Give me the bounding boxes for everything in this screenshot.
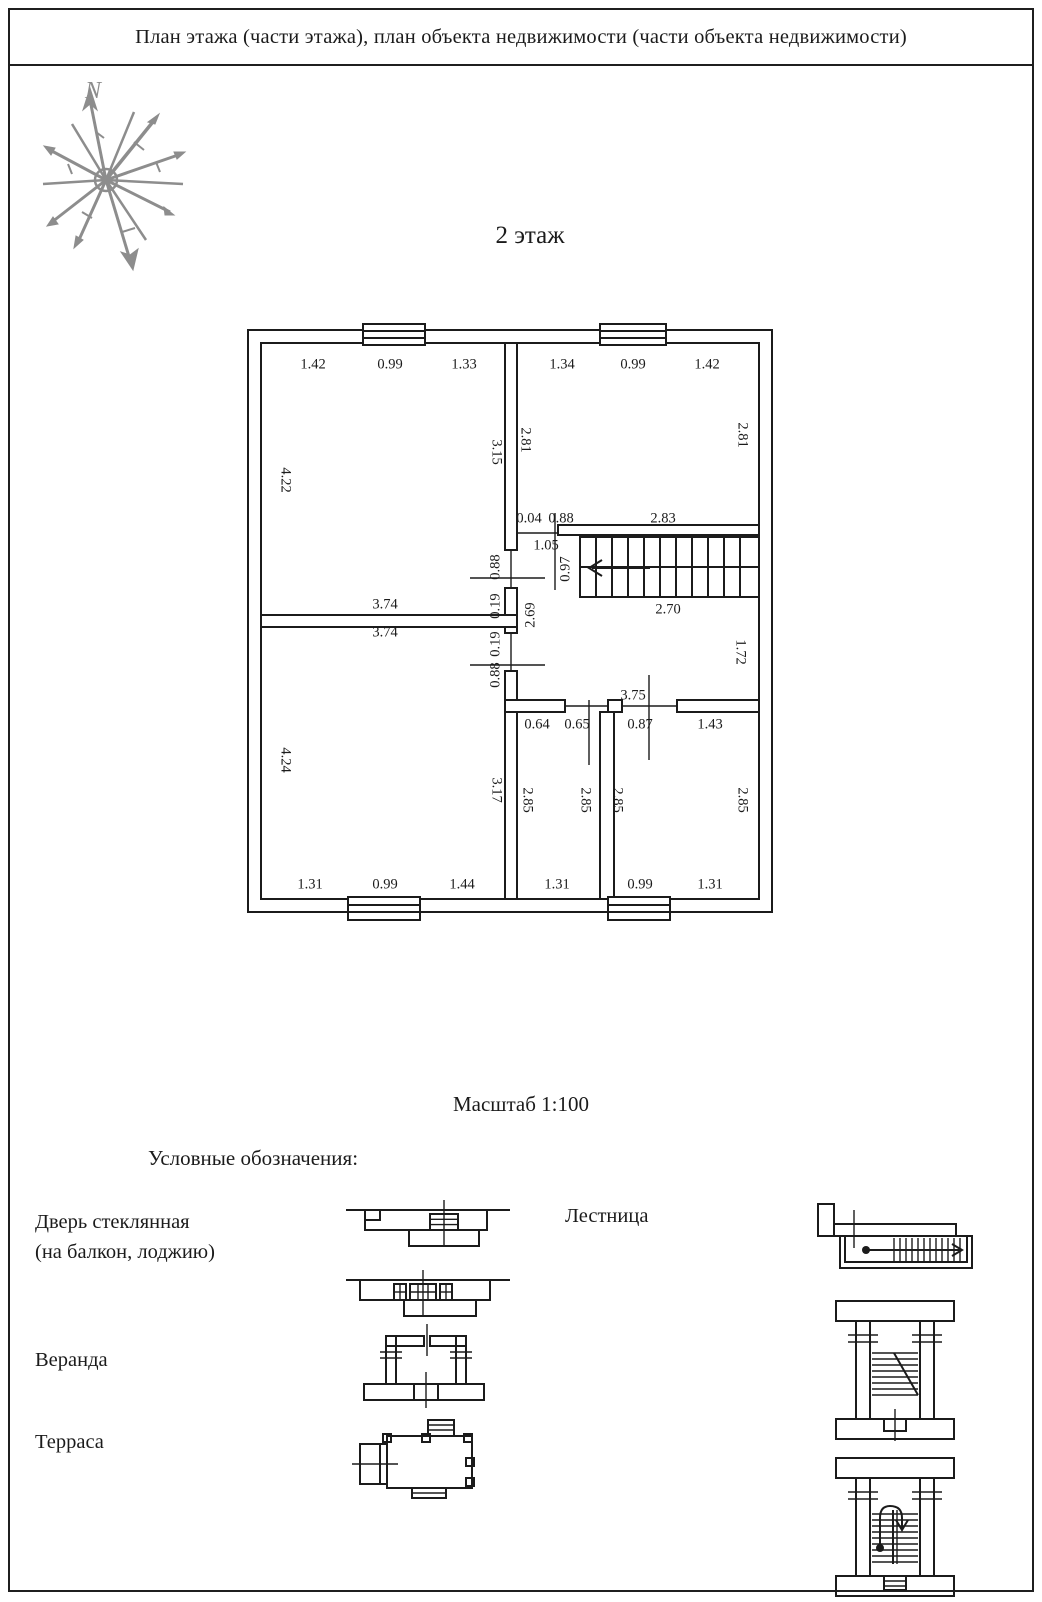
dimension-label: 2.85 [577, 787, 594, 813]
dimension-label: 0.87 [627, 716, 653, 733]
dimension-label: 3.75 [620, 687, 646, 704]
dimension-label: 4.24 [277, 747, 294, 773]
window [363, 324, 425, 345]
dimension-label: 1.43 [697, 716, 723, 733]
window [348, 897, 420, 920]
dimension-label: 0.65 [564, 716, 590, 733]
title-bar [8, 8, 1034, 66]
dimension-label: 2.83 [650, 510, 676, 527]
dimension-label: 0.99 [627, 876, 653, 893]
dimension-label: 0.88 [487, 662, 504, 688]
dimension-label: 3.74 [372, 624, 398, 641]
dimension-label: 1.42 [694, 356, 720, 373]
dimension-label: 3.17 [488, 777, 505, 803]
dimension-label: 0.99 [620, 356, 646, 373]
veranda-symbol-icon [356, 1322, 491, 1410]
compass-rose-icon [38, 72, 188, 272]
legend-item-veranda: Веранда [35, 1349, 108, 1371]
dimension-label: 0.19 [487, 631, 504, 657]
dimension-label: 0.19 [487, 593, 504, 619]
window [608, 897, 670, 920]
dimension-label: 0.97 [557, 556, 574, 582]
dimension-label: 2.85 [519, 787, 536, 813]
dimension-label: 1.34 [549, 356, 575, 373]
dimension-label: 3.74 [372, 596, 398, 613]
dimension-label: 2.81 [734, 422, 751, 448]
dimension-label: 0.99 [372, 876, 398, 893]
dimension-label: 1.31 [544, 876, 570, 893]
dimension-label: 1.42 [300, 356, 326, 373]
dimension-label: 1.05 [533, 537, 559, 554]
document-title: План этажа (части этажа), план объекта недвижимости (части объекта недвижимости) [135, 25, 907, 48]
floor-plan [240, 322, 780, 922]
staircase [580, 537, 759, 597]
dimension-label: 0.99 [377, 356, 403, 373]
stairwell-down-symbol-icon [828, 1452, 963, 1602]
dimension-label: 3.15 [488, 439, 505, 465]
dimension-label: 2.81 [517, 427, 534, 453]
dimension-label: 2.85 [609, 787, 626, 813]
dimension-label: 2.69 [522, 602, 539, 628]
legend-item-stairs: Лестница [565, 1205, 649, 1227]
floor-title: 2 этаж [495, 222, 565, 249]
window [600, 324, 666, 345]
stairs-run-symbol-icon [812, 1200, 994, 1270]
dimension-label: 1.72 [732, 639, 749, 665]
dimension-label: 0.88 [487, 554, 504, 580]
terrace-symbol-icon [352, 1418, 487, 1506]
legend-glass-door-line2: (на балкон, лоджию) [35, 1240, 215, 1263]
dimension-label: 4.22 [277, 467, 294, 493]
floor-plan-drawing [240, 322, 780, 922]
legend-title: Условные обозначения: [148, 1146, 359, 1170]
legend-item-glass-door [35, 1208, 215, 1267]
dimension-label: 2.85 [734, 787, 751, 813]
scale-label: Масштаб 1:100 [452, 1092, 589, 1116]
dimension-label: 1.33 [451, 356, 477, 373]
glass-door-symbol-a-icon [342, 1200, 512, 1264]
compass-north-label: N [85, 78, 102, 104]
stairwell-up-symbol-icon [828, 1295, 963, 1445]
dimension-label: 0.64 [524, 716, 550, 733]
dimension-label: 0.04 [516, 510, 542, 527]
legend-item-terrace: Терраса [35, 1431, 104, 1453]
dimension-label: 1.44 [449, 876, 475, 893]
dimension-label: 1.31 [697, 876, 723, 893]
dimension-label: 1.31 [297, 876, 323, 893]
dimension-label: 2.70 [655, 601, 681, 618]
legend-glass-door-line1: Дверь стеклянная [35, 1211, 190, 1233]
dimension-label: 0.88 [548, 510, 574, 527]
